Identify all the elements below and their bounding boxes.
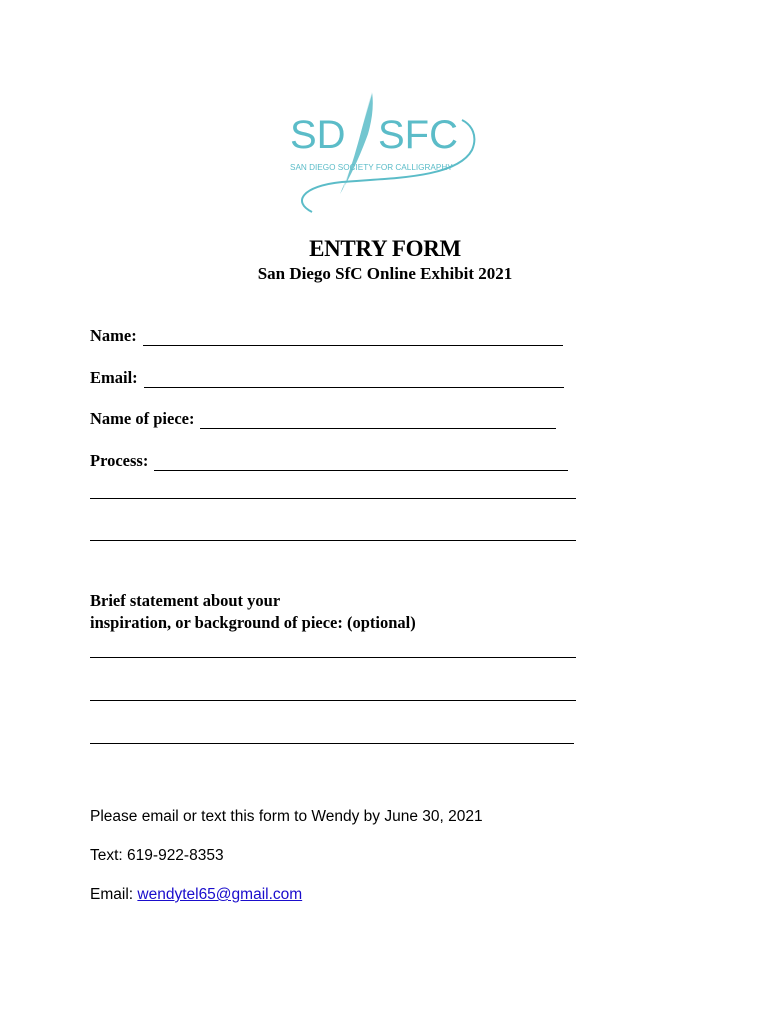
email-blank[interactable] — [144, 372, 564, 388]
piece-name-field[interactable] — [90, 409, 556, 429]
email-field[interactable] — [90, 368, 564, 388]
svg-text:SAN DIEGO SOCIETY FOR CALLIGRA: SAN DIEGO SOCIETY FOR CALLIGRAPHY — [290, 163, 453, 172]
statement-prompt — [90, 590, 416, 634]
statement-line-2: inspiration, or background of piece: (optional) — [90, 613, 416, 632]
email-contact — [90, 886, 302, 904]
email-contact-label: Email: — [90, 886, 134, 903]
statement-line-c[interactable] — [90, 743, 574, 744]
svg-text:SFC: SFC — [378, 113, 458, 157]
piece-name-label: Name of piece: — [90, 409, 195, 428]
submission-instruction: Please email or text this form to Wendy by June 30, 2021 — [90, 808, 483, 825]
statement-line-a[interactable] — [90, 657, 576, 658]
statement-line-b[interactable] — [90, 700, 576, 701]
process-blank[interactable] — [154, 455, 568, 471]
form-title: ENTRY FORM — [309, 236, 461, 261]
process-field[interactable] — [90, 451, 568, 471]
quill-logo-icon — [282, 90, 482, 215]
email-link[interactable]: wendytel65@gmail.com — [137, 886, 303, 903]
name-blank[interactable] — [143, 330, 563, 346]
svg-text:SD: SD — [290, 113, 346, 157]
email-label: Email: — [90, 368, 138, 387]
text-label: Text: — [90, 847, 123, 864]
statement-line-1: Brief statement about your — [90, 591, 281, 610]
name-label: Name: — [90, 326, 137, 345]
piece-name-blank[interactable] — [200, 413, 556, 429]
process-line-2[interactable] — [90, 498, 576, 499]
process-line-3[interactable] — [90, 540, 576, 541]
text-contact — [90, 847, 224, 865]
name-field[interactable] — [90, 326, 563, 346]
sdsfc-logo — [282, 90, 482, 215]
phone-number: 619-922-8353 — [127, 847, 224, 864]
form-subtitle: San Diego SfC Online Exhibit 2021 — [257, 264, 513, 283]
process-label: Process: — [90, 451, 149, 470]
